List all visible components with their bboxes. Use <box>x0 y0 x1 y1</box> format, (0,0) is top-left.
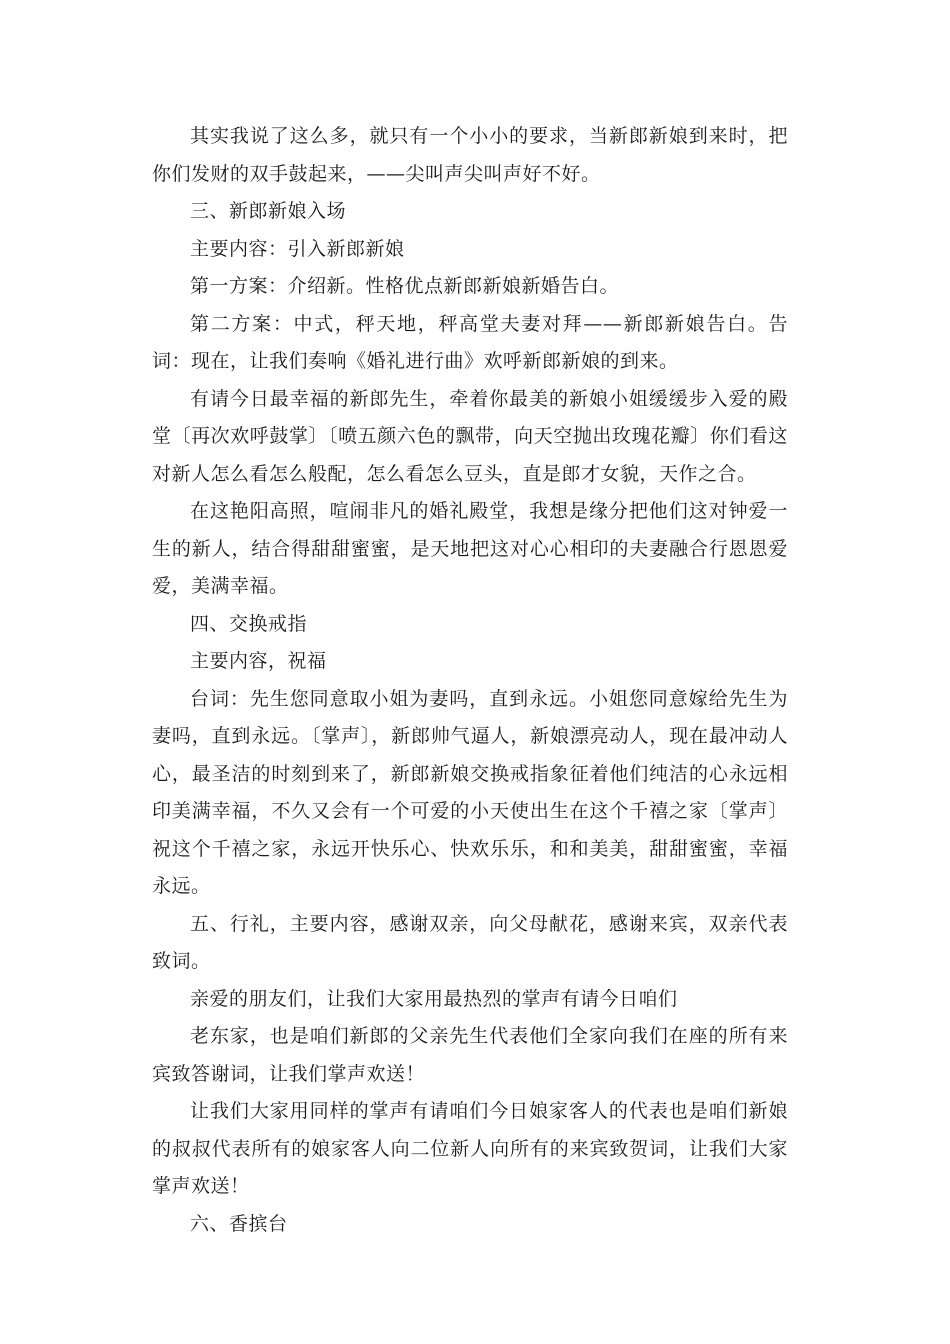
paragraph: 在这艳阳高照，喧闹非凡的婚礼殿堂，我想是缘分把他们这对钟爱一生的新人，结合得甜甜蜜蜜，是天地把这对心心相印的夫妻融合行恩恩爱爱，美满幸福。 <box>152 500 788 597</box>
paragraph: 主要内容，祝福 <box>190 650 327 672</box>
paragraph: 亲爱的朋友们，让我们大家用最热烈的掌声有请今日咱们 <box>190 987 678 1010</box>
section-heading: 六、香摈台 <box>190 1212 288 1235</box>
paragraph: 主要内容：引入新郎新娘 <box>190 237 405 260</box>
paragraph: 第二方案：中式，秤天地，秤高堂夫妻对拜——新郎新娘告白。告词：现在，让我们奏响《婚礼进行曲》欢呼新郎新娘的到来。 <box>152 312 788 372</box>
paragraph: 其实我说了这么多，就只有一个小小的要求，当新郎新娘到来时，把你们发财的双手鼓起来，——尖叫声尖叫声好不好。 <box>152 125 788 185</box>
paragraph: 让我们大家用同样的掌声有请咱们今日娘家客人的代表也是咱们新娘的叔叔代表所有的娘家客人向二位新人向所有的来宾致贺词，让我们大家掌声欢送！ <box>152 1100 788 1197</box>
paragraph: 第一方案：介绍新。性格优点新郎新娘新婚告白。 <box>190 275 620 297</box>
paragraph: 有请今日最幸福的新郎先生，牵着你最美的新娘小姐缓缓步入爱的殿堂〔再次欢呼鼓掌〕〔喷五颜六色的飘带，向天空抛出玫瑰花瓣〕你们看这对新人怎么看怎么般配，怎么看怎么豆头，直是郎才女貌，天作之合。 <box>152 387 788 485</box>
document-body <box>152 118 788 1243</box>
section-heading: 四、交换戒指 <box>190 612 308 635</box>
paragraph: 老东家，也是咱们新郎的父亲先生代表他们全家向我们在座的所有来宾致答谢词，让我们掌声欢送！ <box>152 1025 788 1085</box>
section-heading: 五、行礼，主要内容，感谢双亲，向父母献花，感谢来宾，双亲代表致词。 <box>152 912 788 972</box>
paragraph: 台词：先生您同意取小姐为妻吗，直到永远。小姐您同意嫁给先生为妻吗，直到永远。〔掌声〕，新郎帅气逼人，新娘漂亮动人，现在最冲动人心，最圣洁的时刻到来了，新郎新娘交换戒指象征着他们纯洁的心永远相印美满幸福，不久又会有一个可爱的小天使出生在这个千禧之家〔掌声〕祝这个千禧之家，永远开快乐心、快欢乐乐，和和美美，甜甜蜜蜜，幸福永远。 <box>152 687 788 897</box>
section-heading: 三、新郎新娘入场 <box>190 200 347 222</box>
